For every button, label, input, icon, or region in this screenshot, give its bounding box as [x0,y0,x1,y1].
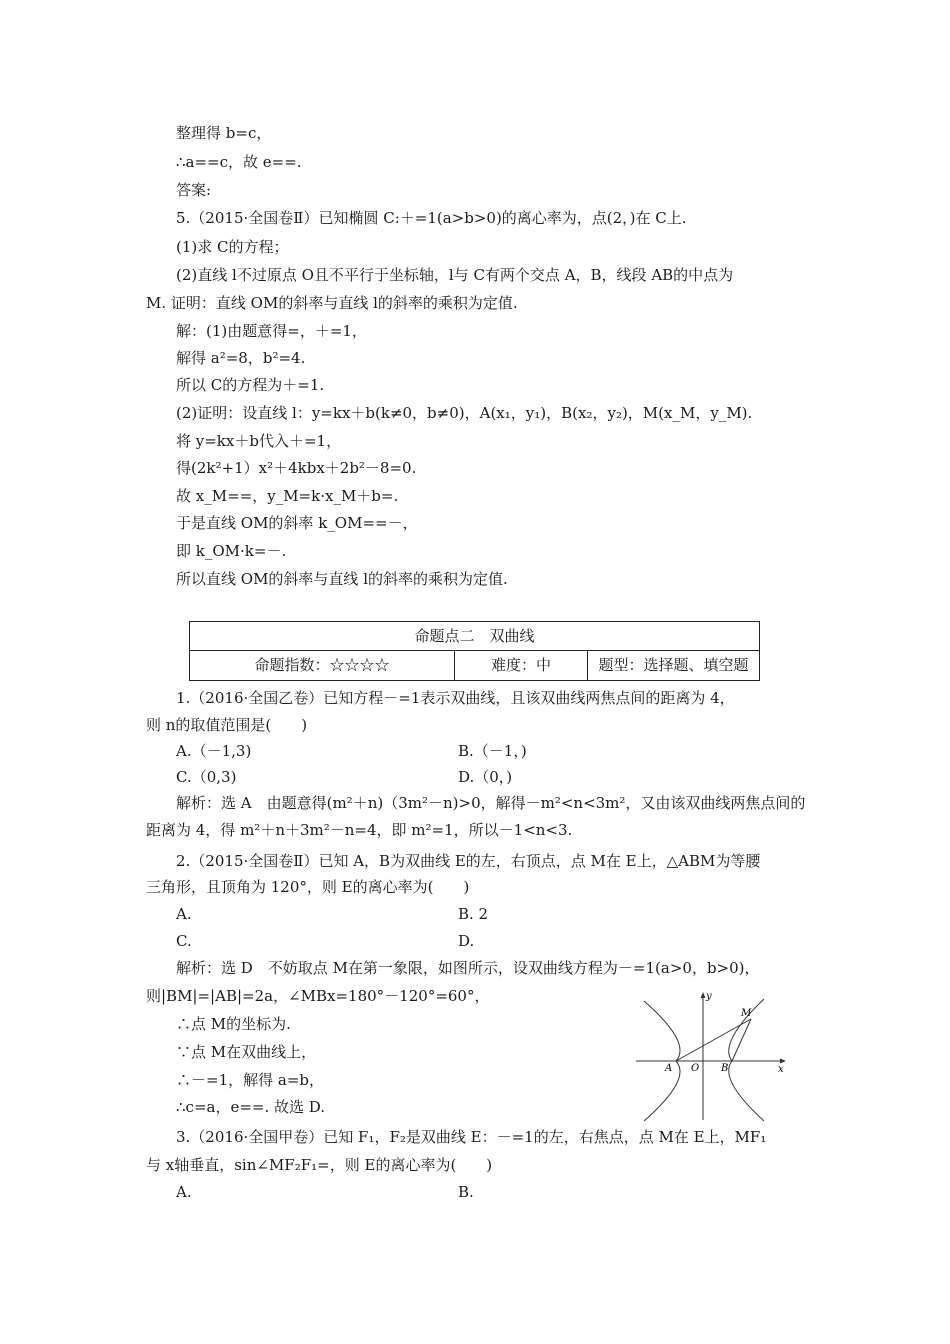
text-line: (2)直线 l不过原点 O且不平行于坐标轴，l与 C有两个交点 A，B，线段 AB的中点为 [176,266,734,284]
option-c: C.（0,3) [176,768,237,786]
text-line: 整理得 b=c， [176,124,272,142]
solution-line: ∵点 M在双曲线上， [176,1043,317,1061]
solution-line: 距离为 4，得 m²＋n＋3m²－n=4，即 m²=1，所以－1<n<3. [146,821,573,839]
origin-label: O [691,1063,700,1074]
option-d: D. [458,932,475,950]
option-b: B. [458,1183,474,1201]
table-difficulty-cell: 难度：中 [455,651,588,680]
question-3-stem: 3.（2016·全国甲卷）已知 F₁，F₂是双曲线 E：－=1的左，右焦点，点 M在 E上，MF₁ [176,1128,767,1146]
y-axis-label: y [706,991,712,1002]
option-a: A. [176,905,192,923]
solution-line: 解析：选 D 不妨取点 M在第一象限，如图所示，设双曲线方程为－=1(a>0，b>0)， [176,959,760,977]
text-line: 得(2k²+1）x²＋4kbx＋2b²－8=0. [176,459,417,477]
solution-line: 解析：选 A 由题意得(m²＋n)（3m²－n)>0，解得－m²<n<3m²，又由该双曲线两焦点间的 [176,794,806,812]
point-m-label: M [741,1008,752,1019]
solution-line: ∴点 M的坐标为. [176,1015,291,1033]
solution-line: ∴－=1，解得 a=b， [176,1071,324,1089]
problem-5-stem: 5.（2015·全国卷Ⅱ）已知椭圆 C:＋=1(a>b>0)的离心率为，点(2，)在 C上. [176,209,687,227]
question-2-stem-cont: 三角形，且顶角为 120°，则 E的离心率为( ) [146,878,470,896]
x-axis-arrow [780,1059,786,1064]
option-d: D.（0，) [458,768,513,786]
option-a: A. [176,1183,192,1201]
table-title: 命题点二 双曲线 [190,622,759,651]
topic-info-table [189,621,760,681]
text-line: M. 证明：直线 OM的斜率与直线 l的斜率的乘积为定值. [146,294,518,312]
solution-line: 则|BM|=|AB|=2a，∠MBx=180°－120°=60°， [146,987,490,1005]
hyperbola-figure [634,987,790,1122]
segment-am [676,1019,751,1061]
text-line: ∴a==c，故 e==. [176,153,302,171]
segment-bm [732,1019,751,1061]
text-line: (2)证明：设直线 l：y=kx＋b(k≠0，b≠0)，A(x₁，y₁)，B(x₂，y₂)，M(x_M，y_M). [176,404,753,422]
point-a-label: A [665,1063,673,1074]
option-c: C. [176,932,192,950]
text-line: 答案: [176,181,212,199]
text-line: 将 y=kx＋b代入＋=1， [176,432,342,450]
question-1-stem: 1.（2016·全国乙卷）已知方程－=1表示双曲线，且该双曲线两焦点间的距离为 4， [176,689,735,707]
question-3-stem-cont: 与 x轴垂直，sin∠MF₂F₁=，则 E的离心率为( ) [146,1156,493,1174]
table-row [190,651,759,680]
text-line: 解：(1)由题意得=，＋=1， [176,322,367,340]
text-line: 所以 C的方程为＋=1. [176,376,325,394]
text-line: 解得 a²=8，b²=4. [176,349,306,367]
text-line: 于是直线 OM的斜率 k_OM==－， [176,514,418,532]
question-1-stem-cont: 则 n的取值范围是( ) [146,716,308,734]
option-b: B.（－1，) [458,742,527,760]
table-index-cell: 命题指数：☆☆☆☆ [190,651,455,680]
option-b: B. 2 [458,905,489,923]
option-a: A.（－1,3) [176,742,252,760]
text-line: 所以直线 OM的斜率与直线 l的斜率的乘积为定值. [176,570,508,588]
solution-line: ∴c=a，e==. 故选 D. [176,1098,326,1116]
point-b-label: B [721,1063,729,1074]
text-line: 即 k_OM·k=－. [176,542,287,560]
question-2-stem: 2.（2015·全国卷Ⅱ）已知 A，B为双曲线 E的左，右顶点，点 M在 E上，△ABM为等腰 [176,852,761,870]
text-line: 故 x_M==，y_M=k·x_M＋b=. [176,487,399,505]
x-axis-label: x [778,1064,784,1075]
text-line: (1)求 C的方程； [176,238,289,256]
table-type-cell: 题型：选择题、填空题 [598,656,749,674]
y-axis-arrow [701,992,706,998]
